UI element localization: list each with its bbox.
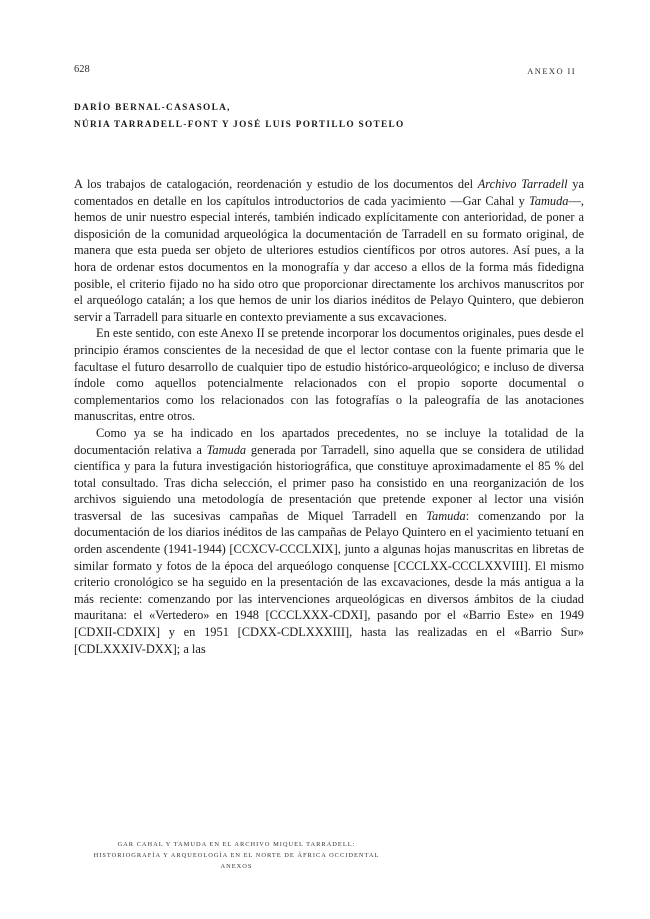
- site-name-italic: Tamuda: [529, 193, 569, 208]
- paragraph-1: [74, 176, 584, 325]
- archive-title-italic: Archivo Tarradell: [477, 177, 568, 191]
- site-name-italic: Tamuda: [206, 442, 247, 457]
- paragraph-2: En este sentido, con este Anexo II se pretende incorporar los documentos originales, pues desde el principio éramos conscientes de la necesidad de que el lector contase con la fuente primaria que le facultase el futuro desarrollo de cualquier tipo de estudio histórico-arqueológico; e incluso de diversa índole como aquellos potencialmente relacionados con el propio soporte documental o complementarios como los relacionados con las fotografías o la paleografía de las anotaciones manuscritas, entre otros.: [74, 326, 584, 424]
- site-name-italic: Tamuda: [426, 508, 466, 523]
- page-number: 628: [74, 64, 90, 75]
- paragraph-3: [74, 425, 584, 657]
- paragraph-3-text-b: generada por Tarradell, sino aquella que se considera de utilidad científica y para la futura investigación historiográfica, que constituye aproximadamente el 85 % del total consultado. Tras dicha selección, el primer paso ha consistido en una reorganización de los archivos siguiendo una metodología de presentación que pretende exponer al lector una visión trasversal de las sucesivas campañas de Miquel Tarradell en: [74, 442, 584, 523]
- authors-block: [74, 100, 494, 134]
- footer-line-2: HISTORIOGRAFÍA Y ARQUEOLOGÍA EN EL NORTE DE ÁFRICA OCCIDENTAL: [93, 852, 380, 859]
- footer-line-1: GAR CAHAL Y TAMUDA EN EL ARCHIVO MIQUEL TARRADELL:: [117, 841, 356, 848]
- paragraph-1-text-b: ya comentados en detalle en los capítulos introductorios de cada yacimiento —Gar Cahal y: [74, 177, 584, 208]
- paragraph-3-text-c: : comenzando por la documentación de los diarios inéditos de las campañas de Pelayo Quintero en el yacimiento tetuaní en orden ascendente (1941-1944) [CCXCV-CCCLXIX], junto a algunas hojas manuscritas en libretas de similar formato y fotos de la época del arqueólogo conquense [CCCLXX-CCCLXXVIII]. El mismo criterio cronológico se ha seguido en la presentación de las excavaciones, desde la más antigua a la más reciente: comenzando por las intervenciones arqueológicas en diversos ámbitos de la ciudad mauritana: el «Vertedero» en 1948 [CCCLXXX-CDXI], pasando por el «Barrio Este» en 1949 [CDXII-CDXIX] y en 1951 [CDXX-CDLXXXIII], hasta las realizadas en el «Barrio Sur» [CDLXXXIV-DXX]; a las: [74, 508, 584, 656]
- footer-line-3: ANEXOS: [220, 863, 253, 870]
- paragraph-1-text-a: A los trabajos de catalogación, reordenación y estudio de los documentos del: [74, 177, 478, 191]
- paragraph-3-text-a: Como ya se ha indicado en los apartados precedentes, no se incluye la totalidad de la documentación relativa a: [74, 425, 584, 457]
- running-head: ANEXO II: [527, 66, 576, 76]
- body-text: [74, 176, 584, 657]
- authors-line-2: NÚRIA TARRADELL-FONT Y JOSÉ LUIS PORTILLO SOTELO: [74, 120, 405, 130]
- page-footer: [74, 839, 399, 872]
- paragraph-1-text-c: —, hemos de unir nuestro especial interés, también indicado explícitamente con anterioridad, de poner a disposición de la comunidad arqueológica la documentación de Tarradell en su formato original, de manera que esta pueda ser objeto de ulteriores estudios científicos por otros autores. Así pues, a la hora de ordenar estos documentos en la monografía y dar acceso a ellos de la forma más fidedigna posible, el criterio fijado no ha sido otro que proporcionar directamente los archivos manuscritos por el arqueólogo catalán; a los que hemos de unir los diarios inéditos de Pelayo Quintero, que debieron servir a Tarradell para situarle en contexto previamente a sus excavaciones.: [74, 193, 584, 324]
- authors-line-1: DARÍO BERNAL-CASASOLA,: [74, 103, 231, 113]
